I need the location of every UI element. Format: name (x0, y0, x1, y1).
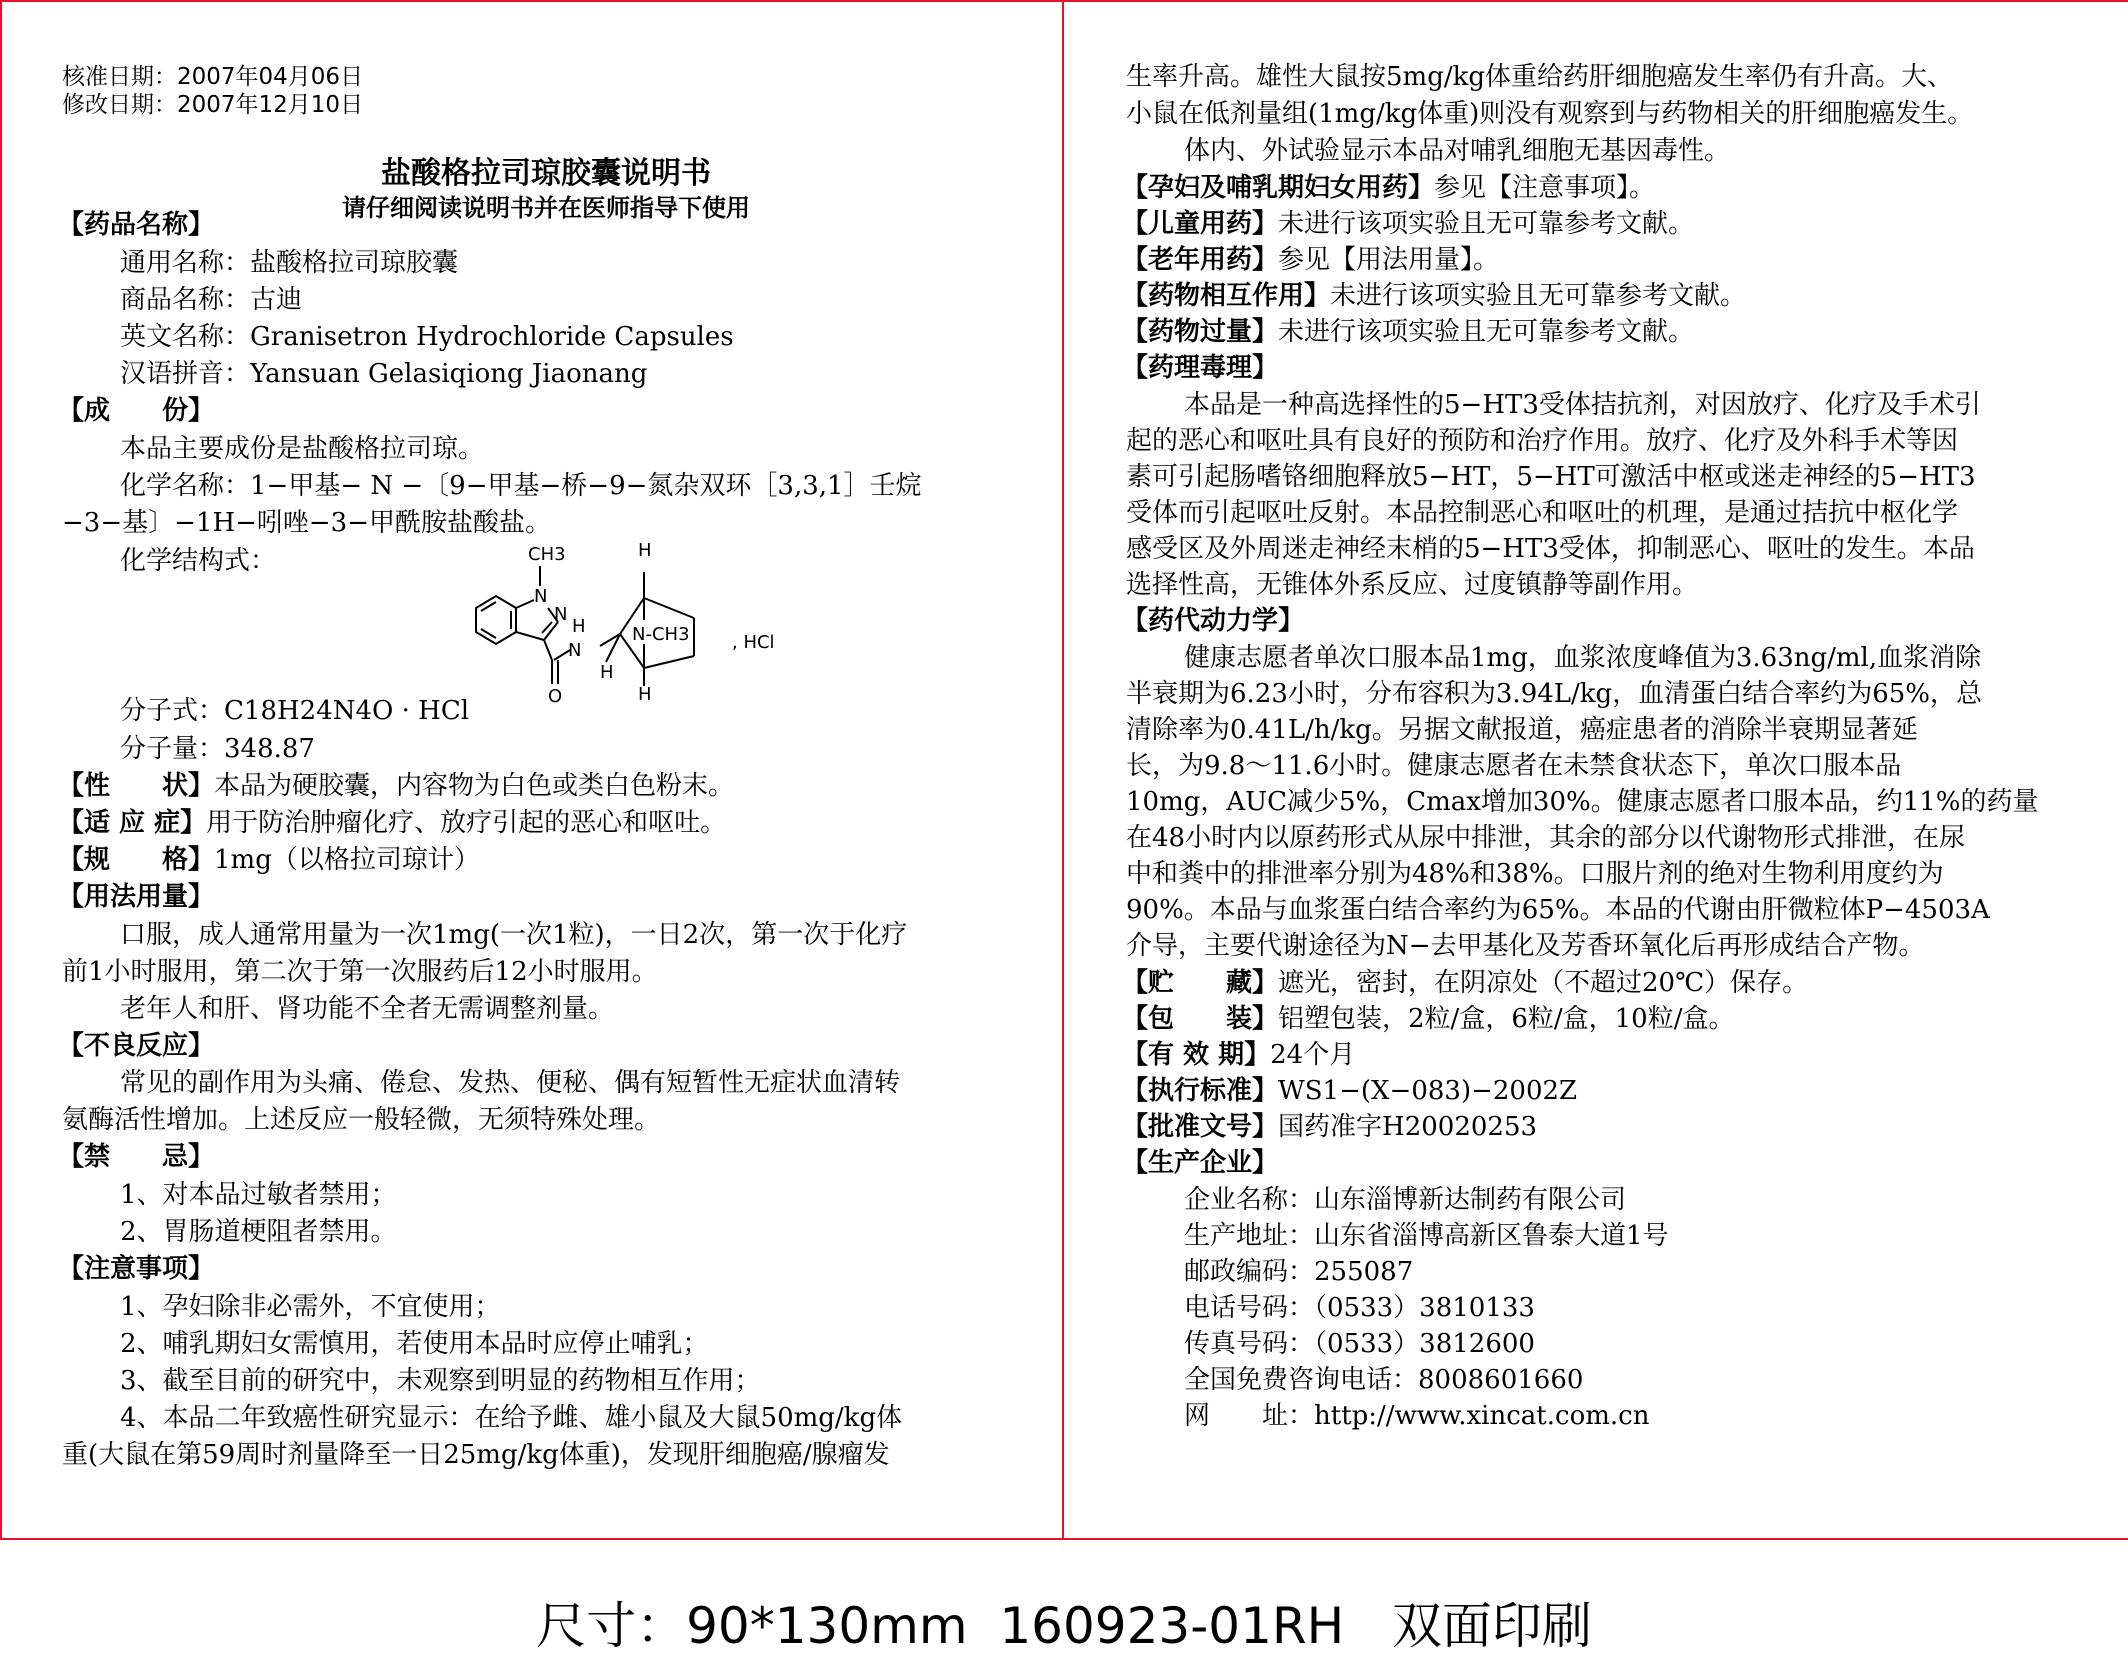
pk-line-7: 中和粪中的排泄率分别为48%和38%。口服片剂的绝对生物利用度约为 (1126, 859, 1944, 889)
package-row (1122, 1002, 1734, 1038)
pharmacology-line-2: 起的恶心和呕吐具有良好的预防和治疗作用。放疗、化疗及外科手术等因 (1126, 426, 1959, 456)
struct-hcl-label: , HCl (732, 632, 775, 653)
pharmacology-line-5: 感受区及外周迷走神经末梢的5−HT3受体，抑制恶心、呕吐的发生。本品 (1126, 534, 1975, 564)
indication-row (58, 806, 726, 842)
genotoxicity-line: 体内、外试验显示本品对哺乳细胞无基因毒性。 (1184, 136, 1731, 166)
precaution-line-4b: 重(大鼠在第59周时剂量降至一日25mg/kg体重)，发现肝细胞癌/腺瘤发 (62, 1440, 890, 1470)
adverse-line-2: 氨酶活性增加。上述反应一般轻微，无须特殊处理。 (62, 1105, 661, 1135)
chemical-name-line-1: 化学名称：1−甲基− N −〔9−甲基−桥−9−氮杂双环［3,3,1］壬烷 (120, 471, 922, 501)
section-header-approval: 【批准文号】 (1122, 1112, 1279, 1142)
adverse-line-1: 常见的副作用为头痛、倦怠、发热、便秘、偶有短暂性无症状血清转 (120, 1068, 901, 1098)
struct-h-top-label: H (638, 540, 652, 561)
dosage-line-2: 前1小时服用，第二次于第一次服药后12小时服用。 (62, 957, 658, 987)
document-subtitle: 请仔细阅读说明书并在医师指导下使用 (342, 194, 750, 222)
pk-line-5: 10mg，AUC减少5%，Cmax增加30%。健康志愿者口服本品，约11%的药量 (1126, 787, 2039, 817)
pharmacology-line-1: 本品是一种高选择性的5−HT3受体拮抗剂，对因放疗、化疗及手术引 (1184, 390, 1981, 420)
section-header-pharmacokinetics: 【药代动力学】 (1122, 606, 1305, 636)
section-header-indication: 【适 应 症】 (58, 808, 207, 838)
contra-line-1: 1、对本品过敏者禁用； (120, 1180, 397, 1210)
validity-text: 24个月 (1270, 1040, 1356, 1070)
spec-row (58, 843, 480, 879)
children-text: 未进行该项实验且无可靠参考文献。 (1278, 209, 1695, 239)
composition-text: 本品主要成份是盐酸格拉司琼。 (120, 434, 485, 464)
print-spec-footer: 尺寸：90*130mm 160923-01RH 双面印刷 (536, 1597, 1592, 1655)
section-header-spec: 【规 格】 (58, 845, 215, 875)
carcinogenicity-line-1: 生率升高。雄性大鼠按5mg/kg体重给药肝细胞癌发生率仍有升高。大、 (1126, 62, 1953, 92)
pharmacology-line-3: 素可引起肠嗜铬细胞释放5−HT，5−HT可激活中枢或迷走神经的5−HT3 (1126, 462, 1976, 492)
section-header-validity: 【有 效 期】 (1122, 1040, 1271, 1070)
revision-date: 修改日期：2007年12月10日 (62, 92, 364, 118)
indication-text: 用于防治肿瘤化疗、放疗引起的恶心和呕吐。 (206, 808, 727, 838)
section-header-overdose: 【药物过量】 (1122, 317, 1279, 347)
fax-number: 传真号码：（0533）3812600 (1184, 1329, 1535, 1359)
elderly-text: 参见【用法用量】。 (1278, 245, 1500, 275)
molecular-formula (120, 694, 469, 730)
struct-h-bottom-label: H (638, 684, 652, 705)
section-header-dosage: 【用法用量】 (58, 882, 215, 912)
storage-row (1122, 966, 1808, 1002)
pk-line-4: 长，为9.8～11.6小时。健康志愿者在未禁食状态下，单次口服本品 (1126, 751, 1902, 781)
precaution-line-4a: 4、本品二年致癌性研究显示：在给予雌、雄小鼠及大鼠50mg/kg体 (120, 1403, 903, 1433)
formula-value: C18H24N4O · HCl (224, 696, 470, 726)
hotline-number: 全国免费咨询电话：8008601660 (1184, 1365, 1584, 1395)
carcinogenicity-line-2: 小鼠在低剂量组(1mg/kg体重)则没有观察到与药物相关的肝细胞癌发生。 (1126, 99, 1974, 129)
section-header-storage: 【贮 藏】 (1122, 968, 1279, 998)
company-name: 企业名称：山东淄博新达制药有限公司 (1184, 1185, 1627, 1215)
pregnancy-row (1122, 171, 1655, 207)
dosage-line-1: 口服，成人通常用量为一次1mg(一次1粒)，一日2次，第一次于化疗 (120, 920, 908, 950)
elderly-row (1122, 243, 1499, 279)
section-header-package: 【包 装】 (1122, 1004, 1279, 1034)
phone-number: 电话号码：（0533）3810133 (1184, 1293, 1535, 1323)
section-header-interaction: 【药物相互作用】 (1122, 281, 1331, 311)
precaution-line-2: 2、哺乳期妇女需慎用，若使用本品时应停止哺乳； (120, 1329, 709, 1359)
dosage-line-3: 老年人和肝、肾功能不全者无需调整剂量。 (120, 994, 615, 1024)
precaution-line-1: 1、孕妇除非必需外，不宜使用； (120, 1292, 501, 1322)
appearance-text: 本品为硬胶囊，内容物为白色或类白色粉末。 (214, 771, 735, 801)
column-divider (1062, 0, 1064, 1538)
package-text: 铝塑包装，2粒/盒，6粒/盒，10粒/盒。 (1278, 1004, 1735, 1034)
standard-row (1122, 1074, 1577, 1110)
spec-text: 1mg（以格拉司琼计） (214, 845, 480, 875)
approval-text: 国药准字H20020253 (1278, 1112, 1538, 1142)
section-header-precautions: 【注意事项】 (58, 1254, 215, 1284)
struct-n-ch3-label: N-CH3 (632, 624, 690, 645)
struct-o-label: O (548, 686, 563, 706)
struct-ch3-label: CH3 (528, 544, 566, 565)
struct-h-left-label: H (600, 662, 614, 683)
chemical-name-line-2: −3−基〕−1H−吲唑−3−甲酰胺盐酸盐。 (62, 508, 552, 538)
section-header-composition: 【成 份】 (58, 396, 215, 426)
storage-text: 遮光，密封，在阴凉处（不超过20℃）保存。 (1278, 968, 1809, 998)
section-header-contraindications: 【禁 忌】 (58, 1142, 215, 1172)
chemical-structure-diagram (432, 536, 912, 706)
section-header-elderly: 【老年用药】 (1122, 245, 1279, 275)
pk-line-8: 90%。本品与血浆蛋白结合率约为65%。本品的代谢由肝微粒体P−4503A (1126, 895, 1990, 925)
pk-line-1: 健康志愿者单次口服本品1mg，血浆浓度峰值为3.63ng/ml,血浆消除 (1184, 643, 1982, 673)
approval-date: 核准日期：2007年04月06日 (62, 64, 364, 90)
section-header-standard: 【执行标准】 (1122, 1076, 1279, 1106)
formula-label: 分子式： (120, 696, 225, 726)
section-header-pregnancy: 【孕妇及哺乳期妇女用药】 (1122, 173, 1435, 203)
standard-text: WS1−(X−083)−2002Z (1278, 1076, 1578, 1106)
pharmacology-line-6: 选择性高，无锥体外系反应、过度镇静等副作用。 (1126, 570, 1699, 600)
pharmacology-line-4: 受体而引起呕吐反射。本品控制恶心和呕吐的机理，是通过拮抗中枢化学 (1126, 498, 1959, 528)
contra-line-2: 2、胃肠道梗阻者禁用。 (120, 1217, 397, 1247)
children-row (1122, 207, 1694, 243)
interaction-text: 未进行该项实验且无可靠参考文献。 (1330, 281, 1747, 311)
section-header-pharmacology: 【药理毒理】 (1122, 353, 1279, 383)
website: 网 址：http://www.xincat.com.cn (1184, 1401, 1650, 1431)
approval-row (1122, 1110, 1537, 1146)
precaution-line-3: 3、截至目前的研究中，未观察到明显的药物相互作用； (120, 1366, 761, 1396)
appearance-row (58, 769, 734, 805)
pinyin-name: 汉语拼音：Yansuan Gelasiqiong Jiaonang (120, 359, 648, 389)
overdose-text: 未进行该项实验且无可靠参考文献。 (1278, 317, 1695, 347)
interaction-row (1122, 279, 1746, 315)
pk-line-3: 清除率为0.41L/h/kg。另据文献报道，癌症患者的消除半衰期显著延 (1126, 715, 1918, 745)
pk-line-6: 在48小时内以原药形式从尿中排泄，其余的部分以代谢物形式排泄，在尿 (1126, 823, 1966, 853)
overdose-row (1122, 315, 1694, 351)
struct-h-amide-label: H (572, 616, 586, 637)
pk-line-9: 介导，主要代谢途径为N−去甲基化及芳香环氧化后再形成结合产物。 (1126, 931, 1925, 961)
generic-name: 通用名称：盐酸格拉司琼胶囊 (120, 248, 459, 278)
section-header-children: 【儿童用药】 (1122, 209, 1279, 239)
english-name: 英文名称：Granisetron Hydrochloride Capsules (120, 322, 734, 352)
pk-line-2: 半衰期为6.23小时，分布容积为3.94L/kg，血清蛋白结合率约为65%，总 (1126, 679, 1982, 709)
document-title: 盐酸格拉司琼胶囊说明书 (381, 156, 711, 191)
section-header-manufacturer: 【生产企业】 (1122, 1148, 1279, 1178)
section-header-appearance: 【性 状】 (58, 771, 215, 801)
section-header-name: 【药品名称】 (58, 210, 215, 240)
struct-n2-label: N (554, 604, 568, 625)
trade-name: 商品名称：古迪 (120, 285, 303, 315)
validity-row (1122, 1038, 1355, 1074)
struct-n-amide-label: N (568, 640, 582, 661)
section-header-adverse: 【不良反应】 (58, 1031, 215, 1061)
company-address: 生产地址：山东省淄博高新区鲁泰大道1号 (1184, 1221, 1669, 1251)
postcode: 邮政编码：255087 (1184, 1257, 1414, 1287)
molecular-weight: 分子量：348.87 (120, 734, 315, 764)
structure-label: 化学结构式： (120, 546, 277, 576)
pregnancy-text: 参见【注意事项】。 (1434, 173, 1656, 203)
struct-n1-label: N (534, 586, 548, 607)
